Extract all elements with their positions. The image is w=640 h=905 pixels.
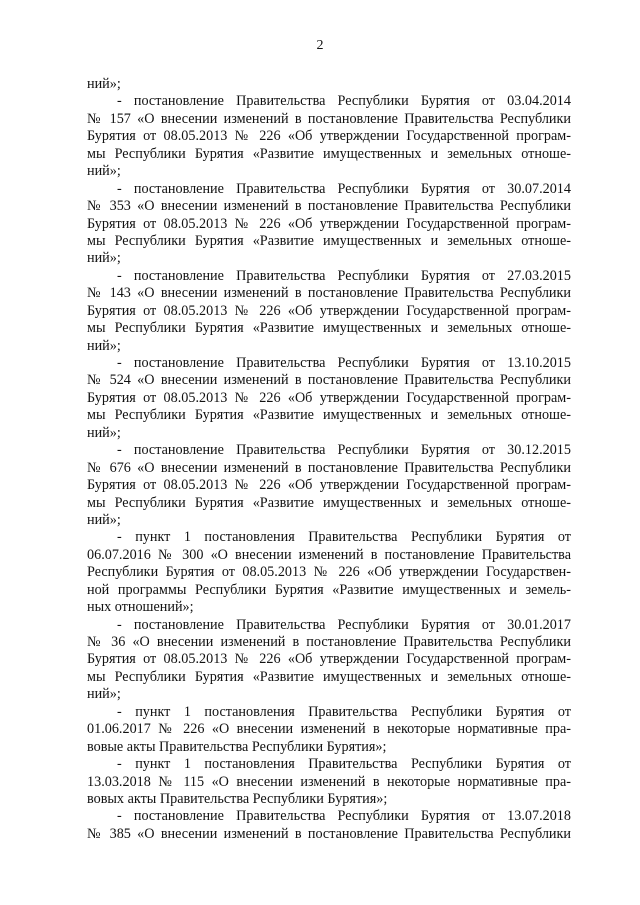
text-line: ний»; — [87, 511, 121, 528]
text-line: ний»; — [87, 686, 121, 703]
text-line: 06.07.2016 № 300 «О внесении изменений в постановление Правительства — [87, 546, 571, 563]
list-item-start-line: - постановление Правительства Республики Бурятия от 13.07.2018 — [117, 808, 571, 825]
text-line: № 143 «О внесении изменений в постановление Правительства Республики — [87, 285, 571, 302]
list-item-start-line: - пункт 1 постановления Правительства Республики Бурятия от — [117, 703, 571, 720]
list-item-start-line: - пункт 1 постановления Правительства Республики Бурятия от — [117, 756, 571, 773]
text-line: Республики Бурятия от 08.05.2013 № 226 «Об утверждении Государствен- — [87, 564, 571, 581]
text-line: № 385 «О внесении изменений в постановление Правительства Республики — [87, 825, 571, 842]
text-line: 01.06.2017 № 226 «О внесении изменений в некоторые нормативные пра- — [87, 721, 571, 738]
text-line: Бурятия от 08.05.2013 № 226 «Об утверждении Государственной програм- — [87, 477, 571, 494]
list-item-start-line: - пункт 1 постановления Правительства Республики Бурятия от — [117, 529, 571, 546]
list-item-start-line: - постановление Правительства Республики Бурятия от 03.04.2014 — [117, 93, 571, 110]
text-line: Бурятия от 08.05.2013 № 226 «Об утверждении Государственной програм- — [87, 215, 571, 232]
text-line: № 524 «О внесении изменений в постановление Правительства Республики — [87, 372, 571, 389]
text-line: ных отношений»; — [87, 599, 194, 616]
text-line: № 36 «О внесении изменений в постановление Правительства Республики — [87, 634, 571, 650]
text-line: вовых акты Правительства Республики Бурятия»; — [87, 790, 388, 807]
list-item-start-line: - постановление Правительства Республики Бурятия от 30.12.2015 — [117, 442, 571, 459]
text-line: Бурятия от 08.05.2013 № 226 «Об утверждении Государственной програм- — [87, 389, 571, 406]
list-item-start-line: - постановление Правительства Республики Бурятия от 30.01.2017 — [117, 616, 571, 633]
text-line: мы Республики Бурятия «Развитие имущественных и земельных отноше- — [87, 232, 571, 249]
text-line: № 157 «О внесении изменений в постановление Правительства Республики — [87, 110, 571, 127]
text-line: № 353 «О внесении изменений в постановление Правительства Республики — [87, 198, 571, 215]
text-line: ний»; — [87, 76, 121, 92]
text-line: Бурятия от 08.05.2013 № 226 «Об утверждении Государственной програм- — [87, 302, 571, 319]
text-line: ной программы Республики Бурятия «Развитие имущественных и земель- — [87, 581, 571, 598]
text-line: мы Республики Бурятия «Развитие имущественных и земельных отноше- — [87, 407, 571, 424]
text-line: вовые акты Правительства Республики Бурятия»; — [87, 738, 387, 755]
text-line: ний»; — [87, 250, 121, 267]
text-line: мы Республики Бурятия «Развитие имущественных и земельных отноше- — [87, 494, 571, 511]
text-line: ний»; — [87, 424, 121, 441]
list-item-start-line: - постановление Правительства Республики Бурятия от 27.03.2015 — [117, 267, 571, 284]
text-line: Бурятия от 08.05.2013 № 226 «Об утверждении Государственной програм- — [87, 128, 571, 145]
document-body — [87, 76, 571, 843]
text-line: Бурятия от 08.05.2013 № 226 «Об утверждении Государственной програм- — [87, 651, 571, 668]
text-line: ний»; — [87, 337, 121, 354]
text-line: мы Республики Бурятия «Развитие имущественных и земельных отноше- — [87, 145, 571, 162]
text-line: ний»; — [87, 163, 121, 180]
text-line: мы Республики Бурятия «Развитие имущественных и земельных отноше- — [87, 320, 571, 337]
text-line: мы Республики Бурятия «Развитие имущественных и земельных отноше- — [87, 668, 571, 685]
list-item-start-line: - постановление Правительства Республики Бурятия от 13.10.2015 — [117, 355, 571, 371]
text-line: № 676 «О внесении изменений в постановление Правительства Республики — [87, 459, 571, 476]
page-number: 2 — [316, 38, 324, 53]
list-item-start-line: - постановление Правительства Республики Бурятия от 30.07.2014 — [117, 180, 571, 197]
text-line: 13.03.2018 № 115 «О внесении изменений в некоторые нормативные пра- — [87, 773, 571, 790]
